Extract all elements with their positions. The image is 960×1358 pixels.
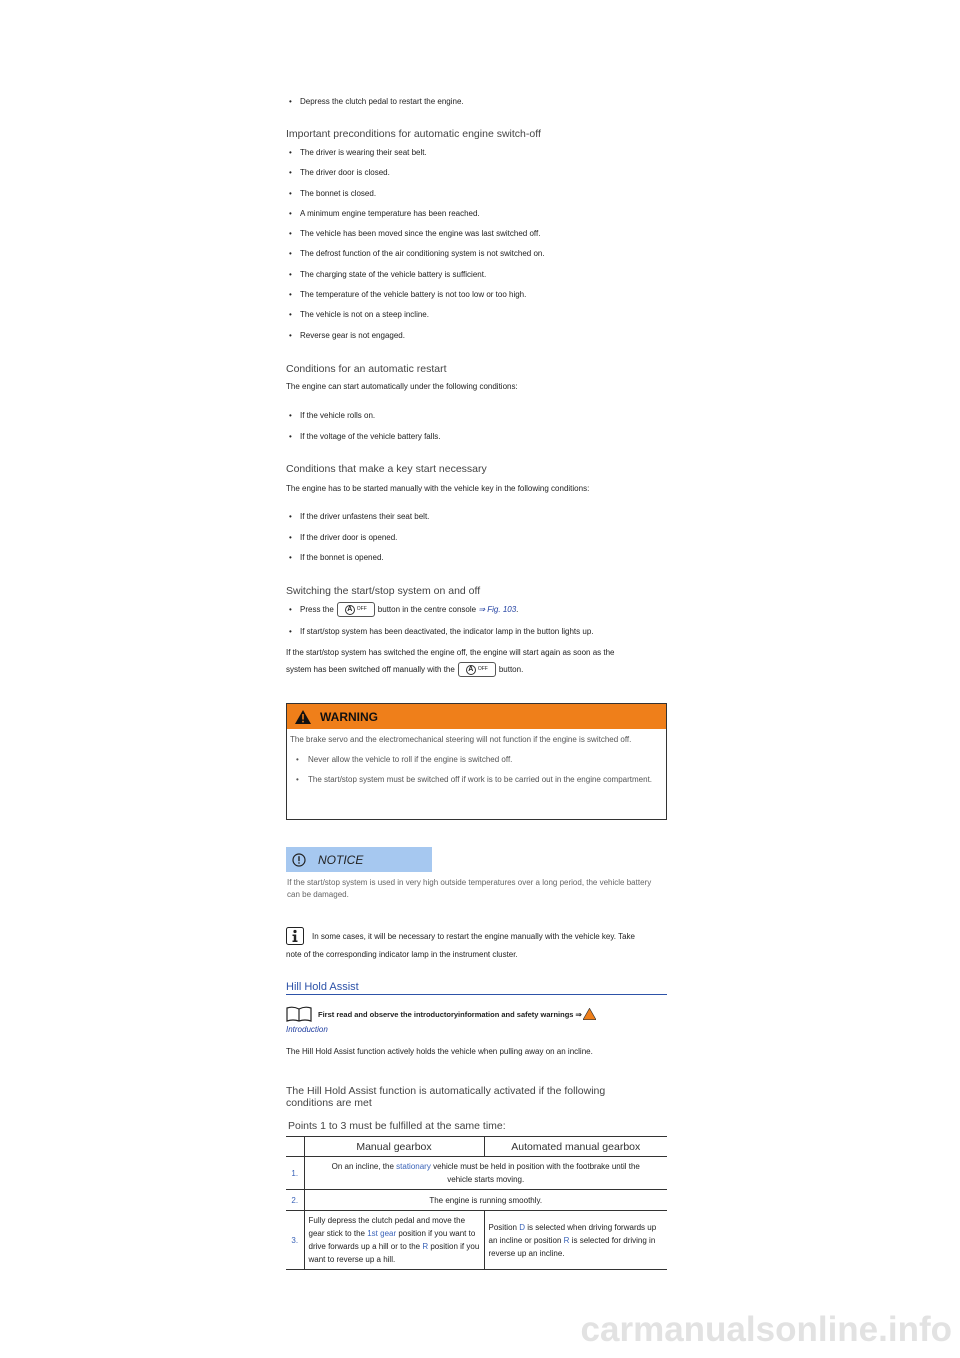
conditions-table xyxy=(286,1136,667,1270)
hill-hold-conditions-heading: The Hill Hold Assist function is automatically activated if the following conditions are met xyxy=(286,1085,606,1109)
list-item: • If the voltage of the vehicle battery falls. xyxy=(289,431,441,441)
book-icon xyxy=(286,1006,312,1022)
section-heading-restart: Conditions for an automatic restart xyxy=(286,363,447,375)
table-row: 3. Fully depress the clutch pedal and move the gear stick to the 1st gear position if you want to drive forwards up a hill or to the R position if you want to reverse up a hill. Position D is selected when driving forwards up an incline or position R is selected for driving in reverse up an incline. xyxy=(286,1211,667,1270)
restart-list xyxy=(286,410,667,451)
warning-body: The brake servo and the electromechanical steering will not function if the engine is switched off. • Never allow the vehicle to roll if the engine is switched off. • The start/stop system must be switched off if work is to be carried out in the engine compartment. xyxy=(287,729,666,785)
list-item: • The start/stop system must be switched off if work is to be carried out in the engine compartment. xyxy=(296,775,653,784)
warning-header xyxy=(287,704,666,729)
section-heading-preconditions: Important preconditions for automatic engine switch-off xyxy=(286,128,541,140)
list-item: • The driver is wearing their seat belt. xyxy=(289,148,427,157)
header-automated: Automated manual gearbox xyxy=(484,1137,667,1157)
list-item: • Never allow the vehicle to roll if the engine is switched off. xyxy=(296,755,513,764)
list-item: • Depress the clutch pedal to restart the engine. xyxy=(289,97,464,106)
watermark: carmanualsonline.info xyxy=(580,1310,952,1349)
list-item: • Reverse gear is not engaged. xyxy=(289,330,405,340)
restart-intro: The engine can start automatically under the following conditions: xyxy=(286,382,518,391)
list-item: • If the driver door is opened. xyxy=(289,532,398,542)
manual-gearbox-cell: Fully depress the clutch pedal and move the gear stick to the 1st gear position if you want to drive forwards up a hill or to the R position if you want to reverse up a hill. xyxy=(304,1211,484,1270)
list-item: • Press the A OFF button in the centre console ⇒ Fig. 103 . xyxy=(286,602,667,617)
list-item: • The vehicle is not on a steep incline. xyxy=(289,310,429,320)
start-stop-button-icon: A OFF xyxy=(337,602,375,617)
keystart-intro: The engine has to be started manually with the vehicle key in the following conditions: xyxy=(286,484,590,493)
list-item: • The charging state of the vehicle battery is sufficient. xyxy=(289,269,487,279)
introduction-link[interactable]: Introduction xyxy=(286,1025,328,1034)
hill-hold-heading: Hill Hold Assist xyxy=(286,981,667,995)
automated-gearbox-cell: Position D is selected when driving forwards up an incline or position R is selected for driving in reverse up an incline. xyxy=(484,1211,667,1270)
list-item: • If the driver unfastens their seat belt. xyxy=(289,512,430,521)
info-note: In some cases, it will be necessary to restart the engine manually with the vehicle key. Take note of the corresponding indicator lamp in the instrument cluster. xyxy=(286,927,667,962)
warning-triangle-icon xyxy=(295,710,311,724)
keystart-list xyxy=(286,511,667,573)
fig-103-link[interactable]: ⇒ Fig. 103 xyxy=(478,605,517,614)
notice-title: NOTICE xyxy=(318,852,364,867)
list-item: • If start/stop system has been deactivated, the indicator lamp in the button lights up. xyxy=(289,627,594,636)
hill-hold-description: The Hill Hold Assist function actively holds the vehicle when pulling away on an incline. xyxy=(286,1047,593,1056)
start-stop-button-icon: A OFF xyxy=(458,662,496,677)
notice-exclamation-icon xyxy=(292,853,306,867)
list-item: • The vehicle has been moved since the engine was last switched off. xyxy=(289,229,541,239)
read-first-note: First read and observe the introductoryinformation and safety warnings ⇒ Introduction xyxy=(286,1006,667,1037)
warning-title: WARNING xyxy=(320,709,378,724)
list-item: • If the bonnet is opened. xyxy=(289,553,384,562)
warning-triangle-icon xyxy=(583,1008,596,1020)
notice-header xyxy=(286,847,432,872)
preconditions-list xyxy=(286,147,667,350)
table-header-row xyxy=(286,1137,667,1157)
notice-text: If the start/stop system is used in very high outside temperatures over a long period, the vehicle battery can be damaged. xyxy=(287,878,652,899)
table-row: 2. The engine is running smoothly. xyxy=(286,1190,667,1211)
switch-paragraph: If the start/stop system has switched the engine off, the engine will start again as soon as the system has been switched off manually with the A OFF button. xyxy=(286,645,667,677)
warning-box xyxy=(286,703,667,820)
list-item: • The bonnet is closed. xyxy=(289,188,377,198)
info-icon xyxy=(286,927,304,945)
section-heading-keystart: Conditions that make a key start necessary xyxy=(286,463,487,475)
list-item: • The temperature of the vehicle battery is not too low or too high. xyxy=(289,290,527,300)
header-manual: Manual gearbox xyxy=(304,1137,484,1157)
list-item: • The defrost function of the air conditioning system is not switched on. xyxy=(289,249,545,259)
list-item: • A minimum engine temperature has been reached. xyxy=(289,208,480,218)
list-item: • The driver door is closed. xyxy=(289,168,390,178)
section-heading-switch: Switching the start/stop system on and off xyxy=(286,585,481,597)
points-label: Points 1 to 3 must be fulfilled at the same time: xyxy=(288,1120,506,1132)
table-row: 1. On an incline, the stationary vehicle must be held in position with the footbrake until the vehicle starts moving. xyxy=(286,1157,667,1190)
list-item: • If the vehicle rolls on. xyxy=(289,411,376,420)
